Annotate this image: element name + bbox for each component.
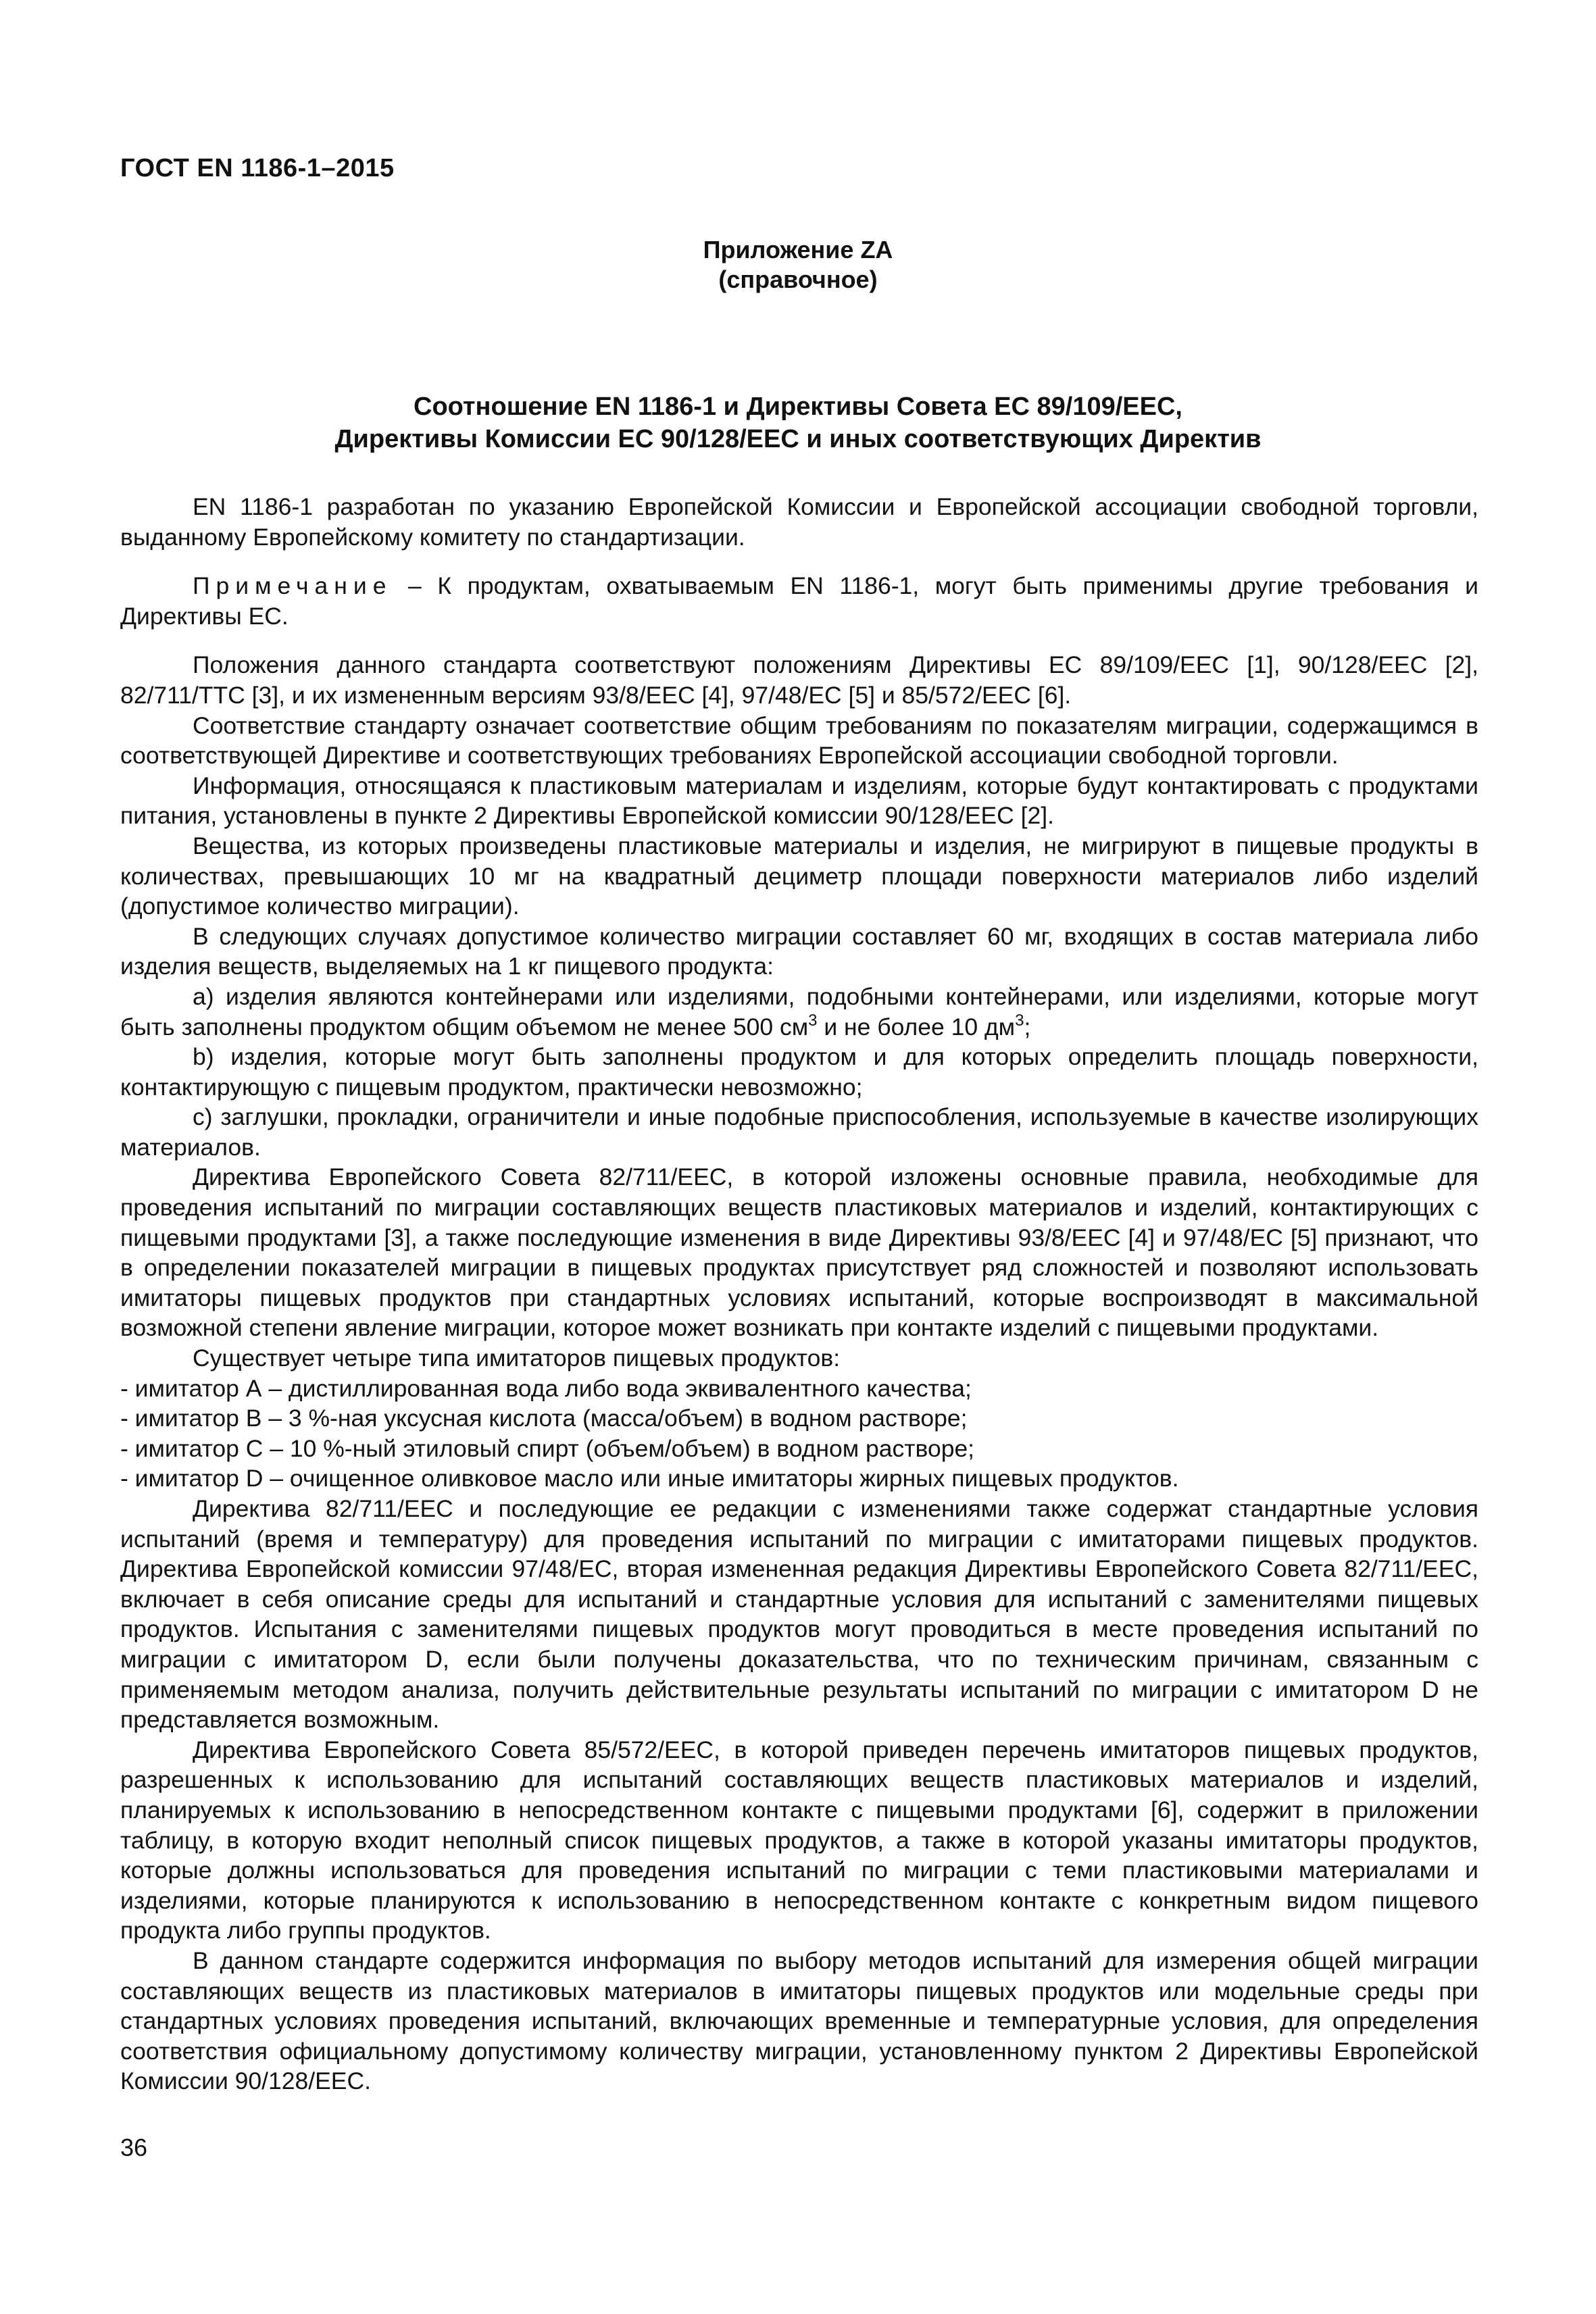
note-paragraph [120, 571, 1478, 631]
standard-code: ГОСТ EN 1186-1–2015 [120, 154, 395, 182]
list-item-c: с) заглушки, прокладки, ограничители и иные подобные приспособления, используемые в качестве изолирующих материалов. [120, 1103, 1478, 1161]
simulant-c: - имитатор С – 10 %-ный этиловый спирт (объем/объем) в водном растворе; [120, 1434, 975, 1462]
paragraph-1: Положения данного стандарта соответствуют положениям Директивы ЕС 89/109/EEC [1], 90/128/EEC [2], 82/711/TTC [3], и их измененным версиям 93/8/EEC [4], 97/48/EC [5] и 85/572/EEC [6]. [120, 651, 1478, 709]
list-item-b: b) изделия, которые могут быть заполнены продуктом и для которых определить площадь поверхности, контактирующую с пищевым продуктом, практически невозможно; [120, 1043, 1478, 1101]
note-label: Примечание [193, 572, 393, 600]
paragraph-7: Существует четыре типа имитаторов пищевых продуктов: [193, 1344, 841, 1372]
list-item-a-text: а) изделия являются контейнерами или изделиями, подобными контейнерами, или изделиями, которые могут быть заполнены продуктом общим объемом не менее 500 см [120, 982, 1478, 1040]
note-text: – К продуктам, охватываемым EN 1186-1, могут быть применимы другие требования и Директивы ЕС. [120, 572, 1478, 630]
superscript: 3 [808, 1011, 818, 1030]
title-line-2: Директивы Комиссии ЕС 90/128/EEC и иных соответствующих Директив [334, 425, 1262, 453]
paragraph-6: Директива Европейского Совета 82/711/EEC, в которой изложены основные правила, необходимые для проведения испытаний по миграции составляющих веществ пластиковых материалов и изделий, контактирующих с пищевыми продуктами [3], а также последующие изменения в виде Директивы 93/8/EEC [4] и 97/48/EC [5] признают, что в определении показателей миграции в пищевых продуктах присутствует ряд сложностей и позволяют использовать имитаторы пищевых продуктов при стандартных условиях испытаний, которые воспроизводят в максимальной возможной степени явление миграции, которое может возникать при контакте изделий с пищевыми продуктами. [120, 1163, 1478, 1342]
page-number: 36 [120, 2134, 148, 2161]
list-item-a [120, 982, 1478, 1042]
list-item-a-text: ; [1024, 1013, 1031, 1040]
intro-paragraph: EN 1186-1 разработан по указанию Европейской Комиссии и Европейской ассоциации свободной торговли, выданному Европейскому комитету по стандартизации. [120, 493, 1478, 551]
paragraph-9: Директива Европейского Совета 85/572/EEC, в которой приведен перечень имитаторов пищевых продуктов, разрешенных к использованию для испытаний составляющих веществ пластиковых материалов и изделий, планируемых к использованию в непосредственном контакте с пищевыми продуктами [6], содержит в приложении таблицу, в которую входит неполный список пищевых продуктов, а также в которой указаны имитаторы продуктов, которые должны использоваться для проведения испытаний по миграции с теми пластиковыми материалами и изделиями, которые планируются к использованию в непосредственном контакте с конкретным видом пищевого продукта либо группы продуктов. [120, 1736, 1478, 1944]
simulant-b: - имитатор В – 3 %-ная уксусная кислота (масса/объем) в водном растворе; [120, 1405, 968, 1432]
section-title [0, 391, 1596, 455]
paragraph-10: В данном стандарте содержится информация по выбору методов испытаний для измерения общей миграции составляющих веществ из пластиковых материалов в имитаторы пищевых продуктов или модельные среды при стандартных условиях проведения испытаний, включающих временные и температурные условия, для определения соответствия официальному допустимому количеству миграции, установленному пунктом 2 Директивы Европейской Комиссии 90/128/EEC. [120, 1946, 1478, 2095]
title-line-1: Соотношение EN 1186-1 и Директивы Совета ЕС 89/109/EEC, [414, 393, 1182, 421]
body-text [120, 492, 1478, 2096]
annex-type: (справочное) [718, 266, 878, 293]
paragraph-3: Информация, относящаяся к пластиковым материалам и изделиям, которые будут контактировать с продуктами питания, установлены в пункте 2 Директивы Европейской комиссии 90/128/EEC [2]. [120, 772, 1478, 830]
paragraph-5: В следующих случаях допустимое количество миграции составляет 60 мг, входящих в состав материала либо изделия веществ, выделяемых на 1 кг пищевого продукта: [120, 922, 1478, 980]
annex-label: Приложение ZA [703, 236, 893, 263]
simulant-a: - имитатор А – дистиллированная вода либо вода эквивалентного качества; [120, 1374, 972, 1402]
simulant-d: - имитатор D – очищенное оливковое масло или иные имитаторы жирных пищевых продуктов. [120, 1465, 1179, 1492]
paragraph-8: Директива 82/711/EEC и последующие ее редакции с изменениями также содержат стандартные условия испытаний (время и температуру) для проведения испытаний по миграции с имитаторами пищевых продуктов. Директива Европейской комиссии 97/48/EC, вторая измененная редакция Директивы Европейского Совета 82/711/EEC, включает в себя описание среды для испытаний и стандартные условия для испытаний с заменителями пищевых продуктов. Испытания с заменителями пищевых продуктов могут проводиться в месте проведения испытаний по миграции с имитатором D, если были получены доказательства, что по техническим причинам, связанным с применяемым методом анализа, получить действительные результаты испытаний по миграции с имитатором D не представляется возможным. [120, 1495, 1478, 1734]
annex-heading [0, 235, 1596, 295]
paragraph-2: Соответствие стандарту означает соответствие общим требованиям по показателям миграции, содержащимся в соответствующей Директиве и соответствующих требованиях Европейской ассоциации свободной торговли. [120, 711, 1478, 770]
paragraph-4: Вещества, из которых произведены пластиковые материалы и изделия, не мигрируют в пищевые продукты в количествах, превышающих 10 мг на квадратный дециметр площади поверхности материалов либо изделий (допустимое количество миграции). [120, 832, 1478, 920]
list-item-a-text: и не более 10 дм [817, 1013, 1016, 1040]
superscript: 3 [1015, 1011, 1024, 1030]
